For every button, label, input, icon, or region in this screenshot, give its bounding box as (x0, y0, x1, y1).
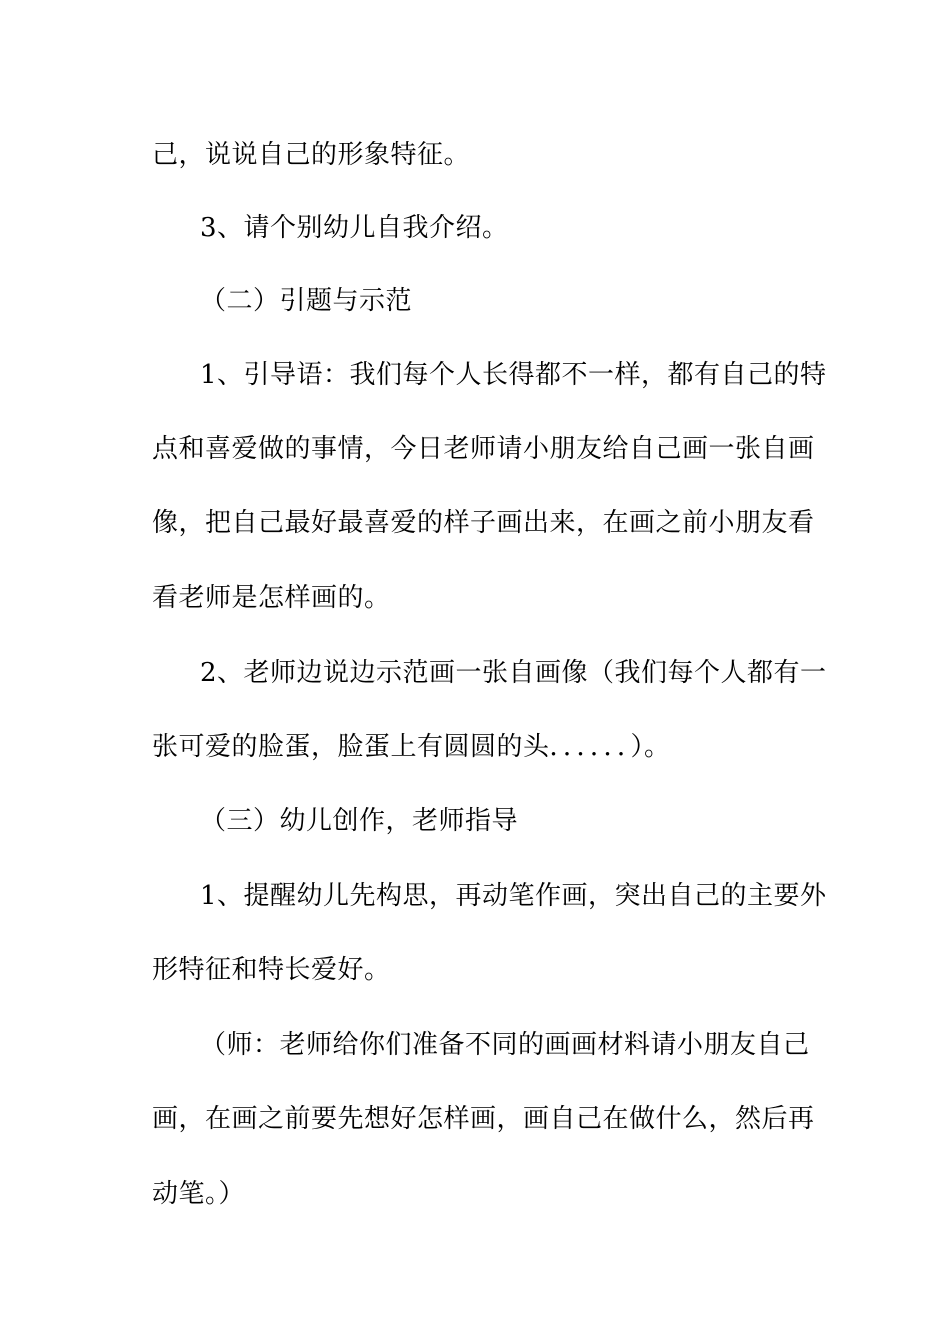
text-line-9: 张可爱的脸蛋，脸蛋上有圆圆的头．．．．．．）。 (152, 732, 671, 762)
text-line-5: 点和喜爱做的事情，今日老师请小朋友给自己画一张自画 (152, 434, 815, 464)
text-line-8: 2、老师边说边示范画一张自画像（我们每个人都有一 (200, 658, 827, 688)
text-line-1: 己，说说自己的形象特征。 (152, 140, 471, 170)
text-line-2: 3、请个别幼儿自我介绍。 (200, 213, 509, 243)
text-line-11: 1、提醒幼儿先构思，再动笔作画，突出自己的主要外 (200, 881, 827, 911)
text-line-6: 像，把自己最好最喜爱的样子画出来，在画之前小朋友看 (152, 508, 815, 538)
text-line-7: 看老师是怎样画的。 (152, 583, 391, 613)
text-line-15: 动笔。） (152, 1179, 246, 1209)
section-heading-2: （二）引题与示范 (200, 286, 413, 316)
text-line-12: 形特征和特长爱好。 (152, 955, 391, 985)
section-heading-3: （三）幼儿创作，老师指导 (200, 806, 519, 836)
text-line-14: 画，在画之前要先想好怎样画，画自己在做什么，然后再 (152, 1104, 815, 1134)
text-line-13: （师：老师给你们准备不同的画画材料请小朋友自己 (200, 1030, 810, 1060)
text-line-4: 1、引导语：我们每个人长得都不一样，都有自己的特 (200, 360, 827, 390)
